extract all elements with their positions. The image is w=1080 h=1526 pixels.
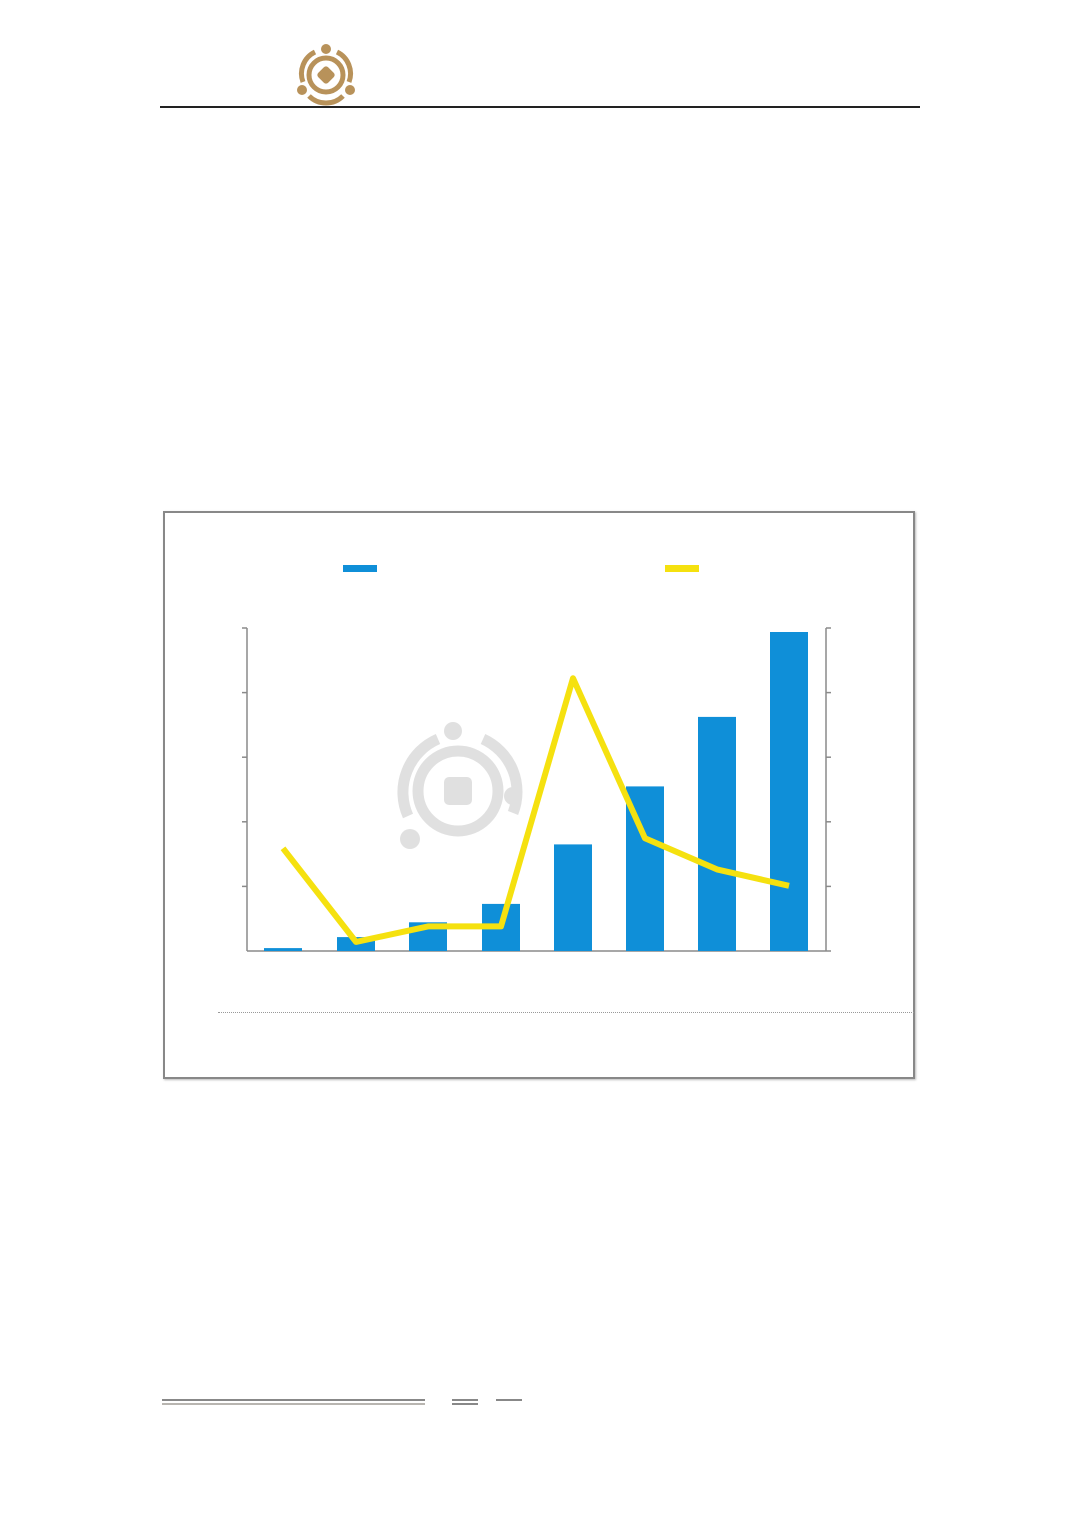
figure-notes-divider bbox=[218, 1012, 914, 1013]
cfcity-logo-icon bbox=[293, 42, 359, 106]
footer-rule-left bbox=[162, 1399, 425, 1401]
chart bbox=[163, 511, 915, 1011]
header-divider bbox=[160, 106, 920, 108]
bar-2020E bbox=[770, 632, 808, 951]
footer-rule-inner-left bbox=[496, 1399, 522, 1401]
axes bbox=[242, 628, 831, 951]
footer-rule-left-2 bbox=[162, 1403, 425, 1405]
bar-2017 bbox=[554, 844, 592, 951]
bar-series bbox=[264, 632, 808, 951]
chart-legend bbox=[343, 565, 699, 572]
footer-rule-inner-left-4 bbox=[452, 1403, 478, 1405]
legend-bar-swatch-icon bbox=[343, 565, 377, 572]
footer-rule-inner-left-2 bbox=[452, 1399, 478, 1401]
bar-2013 bbox=[264, 948, 302, 951]
bar-2019E bbox=[698, 717, 736, 951]
legend-line-swatch-icon bbox=[665, 565, 699, 572]
watermark bbox=[400, 722, 522, 849]
